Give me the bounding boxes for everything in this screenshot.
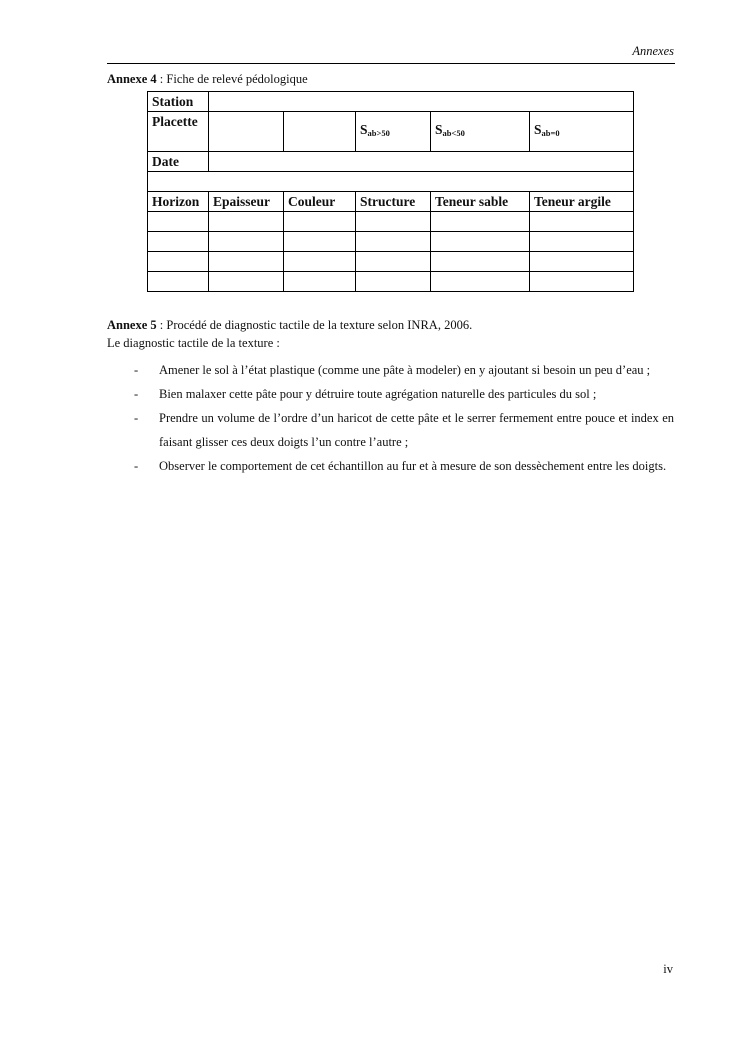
- placette-row: [148, 112, 634, 152]
- table-cell: [148, 232, 209, 252]
- date-label: Date: [148, 152, 209, 172]
- s-ab-gt50-cell: [356, 112, 431, 152]
- table-cell: [530, 252, 634, 272]
- column-header: Epaisseur: [209, 192, 284, 212]
- date-value-cell: [209, 152, 634, 172]
- annexe5-section: [107, 316, 674, 478]
- table-cell: [148, 272, 209, 292]
- s-ab-lt50-cell: [431, 112, 530, 152]
- step-text: Amener le sol à l’état plastique (comme une pâte à modeler) en y ajoutant si besoin un peu d’eau ;: [159, 363, 651, 377]
- s-symbol: S: [435, 122, 443, 137]
- s-subscript: ab>50: [367, 128, 390, 138]
- table-cell: [284, 232, 356, 252]
- soil-survey-form-table: [147, 91, 634, 292]
- column-header: Horizon: [148, 192, 209, 212]
- s-symbol: S: [534, 122, 542, 137]
- blank-cell: [148, 172, 634, 192]
- step-text: Observer le comportement de cet échantillon au fur et à mesure de son dessèchement entre les doigts.: [159, 459, 667, 473]
- s-subscript: ab=0: [541, 128, 560, 138]
- column-header: Teneur argile: [530, 192, 634, 212]
- s-ab-eq0-cell: [530, 112, 634, 152]
- table-cell: [356, 232, 431, 252]
- table-cell: [356, 272, 431, 292]
- header-rule: [107, 63, 675, 64]
- list-dash: -: [134, 411, 139, 425]
- list-item: [107, 454, 674, 478]
- table-cell: [431, 272, 530, 292]
- table-cell: [209, 252, 284, 272]
- table-cell: [530, 212, 634, 232]
- table-cell: [284, 212, 356, 232]
- annexe5-label: Annexe 5: [107, 318, 157, 332]
- annexe4-heading: [107, 71, 308, 87]
- column-header-row: [148, 192, 634, 212]
- step-text: Prendre un volume de l’ordre d’un haricot de cette pâte et le serrer fermement entre pouce et index en faisant glisser ces deux doigts l’un contre l’autre ;: [159, 411, 674, 449]
- placette-cell-1: [209, 112, 284, 152]
- page-number: iv: [663, 962, 673, 976]
- step-text: Bien malaxer cette pâte pour y détruire toute agrégation naturelle des particules du sol ;: [159, 387, 597, 401]
- running-header: Annexes: [632, 44, 674, 58]
- table-cell: [356, 212, 431, 232]
- annexe5-separator: :: [156, 318, 167, 332]
- column-header: Couleur: [284, 192, 356, 212]
- date-row: [148, 152, 634, 172]
- annexe5-heading: [107, 316, 674, 334]
- annexe5-intro: Le diagnostic tactile de la texture :: [107, 336, 280, 350]
- table-cell: [148, 212, 209, 232]
- list-item: [107, 382, 674, 406]
- table-row: [148, 232, 634, 252]
- table-cell: [209, 272, 284, 292]
- placette-label: Placette: [148, 112, 209, 152]
- table-cell: [431, 212, 530, 232]
- table-cell: [431, 252, 530, 272]
- placette-cell-2: [284, 112, 356, 152]
- table-cell: [431, 232, 530, 252]
- table-cell: [356, 252, 431, 272]
- procedure-steps-list: [107, 358, 674, 478]
- table-cell: [209, 212, 284, 232]
- column-header: Structure: [356, 192, 431, 212]
- list-dash: -: [134, 363, 139, 377]
- s-subscript: ab<50: [442, 128, 465, 138]
- column-header: Teneur sable: [431, 192, 530, 212]
- table-cell: [530, 232, 634, 252]
- annexe4-title: Fiche de relevé pédologique: [166, 72, 308, 86]
- table-row: [148, 252, 634, 272]
- station-label: Station: [148, 92, 209, 112]
- list-dash: -: [134, 387, 139, 401]
- annexe5-title: Procédé de diagnostic tactile de la texture selon INRA, 2006.: [166, 318, 473, 332]
- table-row: [148, 272, 634, 292]
- annexe4-label: Annexe 4: [107, 72, 157, 86]
- list-dash: -: [134, 459, 139, 473]
- list-item: [107, 406, 674, 454]
- table-cell: [209, 232, 284, 252]
- station-value-cell: [209, 92, 634, 112]
- table-row: [148, 212, 634, 232]
- list-item: [107, 358, 674, 382]
- table-cell: [148, 252, 209, 272]
- station-row: [148, 92, 634, 112]
- table-cell: [284, 272, 356, 292]
- blank-separator-row: [148, 172, 634, 192]
- table-cell: [530, 272, 634, 292]
- table-cell: [284, 252, 356, 272]
- annexe4-separator: :: [156, 72, 167, 86]
- s-symbol: S: [360, 122, 368, 137]
